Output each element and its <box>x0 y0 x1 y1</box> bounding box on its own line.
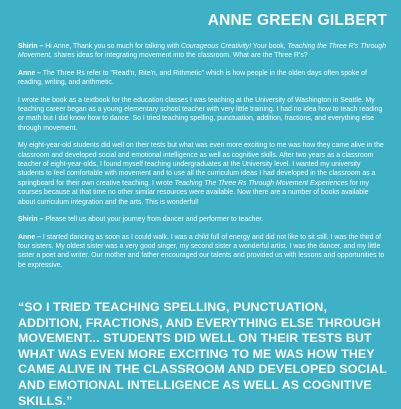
page-title: ANNE GREEN GILBERT <box>207 12 387 29</box>
interview-body <box>18 42 386 278</box>
interview-paragraph-2 <box>18 69 386 88</box>
interview-paragraph-6 <box>18 233 386 271</box>
interview-paragraph-1 <box>18 42 386 61</box>
paragraph-text: Your book, <box>251 43 288 50</box>
paragraph-text: shares ideas for integrating movement into the classroom. What are the Three R's? <box>52 52 308 60</box>
interview-paragraph-5 <box>18 215 386 224</box>
paragraph-text: for my courses because at that time no other similar resources were available. Now there are a number of books available about curriculum integration and the arts. This is wonderful! <box>18 179 369 206</box>
paragraph-text: I started dancing as soon as I could walk. I was a child full of energy and did not like to sit still. I was the third of four sisters. My oldest sister was a very good singer, my second sister a wonderful artist. I was the dancer, and my little sister a poet and writer. Our mother and father encouraged our talents and provided us with lessons and opportunities to be expressive. <box>18 233 385 269</box>
paragraph-text: I wrote the book as a textbook for the education classes I was teaching at the University of Washington in Seattle. My teaching career began as a young elementary school teacher with very little training. I had no idea how to teach reading or math but I did know how to dance. So I tried teaching spelling, punctuation, addition, fractions, and everything else through movement. <box>18 96 383 132</box>
book-title: Teaching The Three Rs Through Movement Experiences <box>174 179 348 187</box>
speaker-label: Anne – <box>18 69 41 77</box>
book-title: Teaching the Three R's Through Movement, <box>18 43 386 60</box>
paragraph-text: My eight-year-old students did well on their tests but what was even more exciting to me was how they came alive in the classroom and developed social and emotional intelligence as well as cognitive skills. After two years as a classroom teacher of eight-year-olds, I found myself teaching undergraduates at the University level. I wanted my university students to feel comfortable with movement and to use all the curriculum ideas I had developed in the classroom as a springboard for their own creative teaching. I wrote <box>18 142 384 187</box>
paragraph-text: Please tell us about your journey from dancer and performer to teacher. <box>43 216 264 224</box>
speaker-label: Shirin – <box>18 43 44 50</box>
speaker-label: Anne – <box>18 233 41 241</box>
magazine-title: Courageous Creativity! <box>181 43 252 50</box>
paragraph-text: The Three Rs refer to "Read'n, Rite'n, and Rithmetic" which is how people in the olden days often spoke of reading, writing, and arithmetic. <box>18 69 367 87</box>
interview-paragraph-3 <box>18 96 386 134</box>
speaker-label: Shirin – <box>18 216 44 224</box>
interview-paragraph-4 <box>18 141 386 207</box>
paragraph-text: Hi Anne, Thank you so much for talking with <box>43 43 182 50</box>
pull-quote: “SO I TRIED TEACHING SPELLING, PUNCTUATION, ADDITION, FRACTIONS, AND EVERYTHING ELSE THROUGH MOVEMENT... STUDENTS DID WELL ON THEIR TESTS BUT WHAT WAS EVEN MORE EXCITING TO ME WAS HOW THEY CAME ALIVE IN THE CLASSROOM AND DEVELOPED SOCIAL AND EMOTIONAL INTELLIGENCE AS WELL AS COGNITIVE SKILLS.” <box>18 300 387 408</box>
